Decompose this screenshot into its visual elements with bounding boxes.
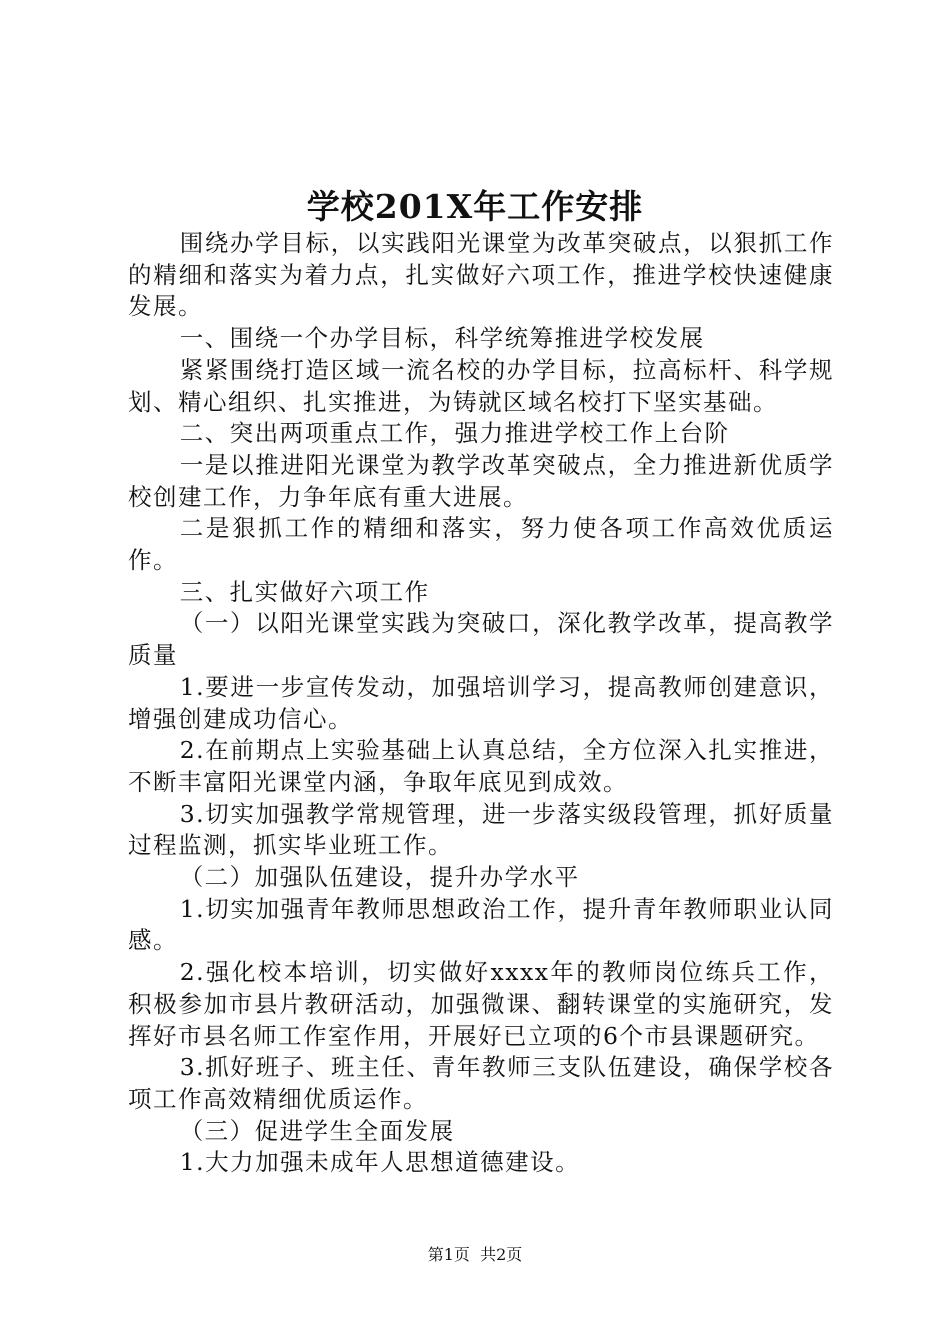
- page-number-footer: 第1页 共2页: [427, 1245, 523, 1264]
- document-body: [128, 228, 834, 1179]
- list-item: 2.强化校本培训，切实做好xxxx年的教师岗位练兵工作，积极参加市县片教研活动，加强微课、翻转课堂的实施研究，发挥好市县名师工作室作用，开展好已立项的6个市县课题研究。: [128, 958, 834, 1050]
- subsection-heading-1: （一）以阳光课堂实践为突破口，深化教学改革，提高教学质量: [128, 609, 834, 670]
- list-item: 3.切实加强教学常规管理，进一步落实级段管理，抓好质量过程监测，抓实毕业班工作。: [128, 799, 834, 860]
- intro-paragraph: 围绕办学目标，以实践阳光课堂为改革突破点，以狠抓工作的精细和落实为着力点，扎实做好六项工作，推进学校快速健康发展。: [128, 229, 834, 321]
- paragraph: 一是以推进阳光课堂为教学改革突破点，全力推进新优质学校创建工作，力争年底有重大进展。: [128, 450, 834, 511]
- subsection-heading-3: （三）促进学生全面发展: [179, 1116, 455, 1145]
- list-item: 1.大力加强未成年人思想道德建设。: [179, 1148, 581, 1177]
- list-item: 1.要进一步宣传发动，加强培训学习，提高教师创建意识，增强创建成功信心。: [128, 672, 834, 733]
- list-item: 1.切实加强青年教师思想政治工作，提升青年教师职业认同感。: [128, 894, 834, 955]
- section-heading-3: 三、扎实做好六项工作: [179, 577, 430, 606]
- paragraph: 二是狠抓工作的精细和落实，努力使各项工作高效优质运作。: [128, 514, 834, 575]
- list-item: 2.在前期点上实验基础上认真总结，全方位深入扎实推进，不断丰富阳光课堂内涵，争取年底见到成效。: [128, 736, 834, 796]
- section-heading-1: 一、围绕一个办学目标，科学统筹推进学校发展: [179, 324, 705, 353]
- section-heading-2: 二、突出两项重点工作，强力推进学校工作上台阶: [179, 419, 730, 448]
- list-item: 3.抓好班子、班主任、青年教师三支队伍建设，确保学校各项工作高效精细优质运作。: [128, 1053, 834, 1113]
- subsection-heading-2: （二）加强队伍建设，提升办学水平: [179, 863, 580, 892]
- document-title: 学校201X年工作安排: [306, 187, 644, 226]
- paragraph: 紧紧围绕打造区域一流名校的办学目标，拉高标杆、科学规划、精心组织、扎实推进，为铸就区域名校打下坚实基础。: [128, 355, 834, 416]
